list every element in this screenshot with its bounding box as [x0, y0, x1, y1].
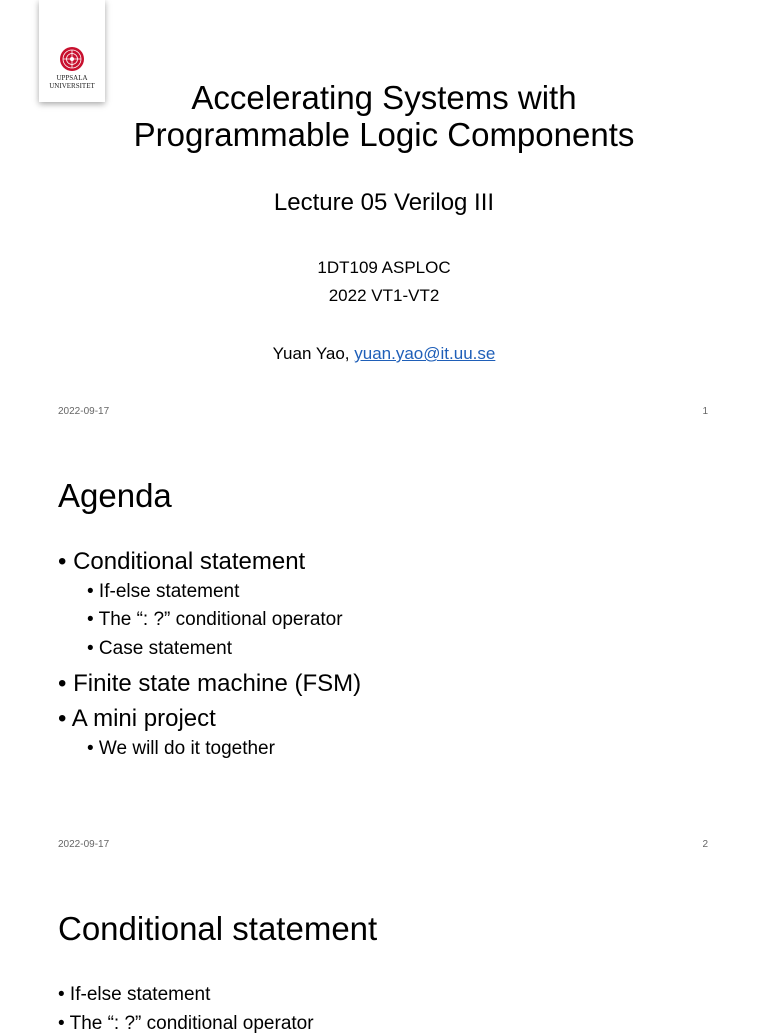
university-seal-icon: [39, 0, 105, 74]
term: 2022 VT1-VT2: [328, 286, 440, 305]
title-line-1: Accelerating Systems with: [191, 79, 577, 116]
slide-date: 2022-09-17: [58, 839, 110, 850]
author-email-link[interactable]: yuan.yao@it.uu.se: [354, 344, 496, 363]
slide-heading: Conditional statement: [58, 910, 378, 947]
subtitle: Lecture 05 Verilog III: [273, 189, 495, 216]
bullet-item: • A mini project: [58, 705, 216, 732]
sub-bullet-item: • Case statement: [87, 638, 232, 659]
sub-bullet-item: • The “: ?” conditional operator: [87, 609, 343, 630]
bullet-item: • The “: ?” conditional operator: [58, 1013, 314, 1034]
slide-1: [0, 0, 768, 433]
author-line: [0, 344, 768, 364]
slide-heading: Agenda: [58, 477, 172, 514]
slide-date: 2022-09-17: [58, 406, 110, 417]
bullet-item: • Conditional statement: [58, 548, 306, 575]
sub-bullet-item: • If-else statement: [87, 581, 240, 602]
sub-bullet-item: • We will do it together: [87, 738, 275, 759]
title-line-2: Programmable Logic Components: [133, 116, 635, 153]
author-name: Yuan Yao,: [272, 344, 350, 363]
bullet-item: • Finite state machine (FSM): [58, 670, 362, 697]
course-code: 1DT109 ASPLOC: [317, 258, 451, 277]
logo-text: UPPSALA UNIVERSITET: [49, 74, 95, 90]
slide-2: [0, 433, 768, 866]
slide-3: [0, 866, 768, 1034]
slide-number: 1: [702, 406, 708, 417]
slide-number: 2: [702, 839, 708, 850]
bullet-item: • If-else statement: [58, 984, 211, 1005]
